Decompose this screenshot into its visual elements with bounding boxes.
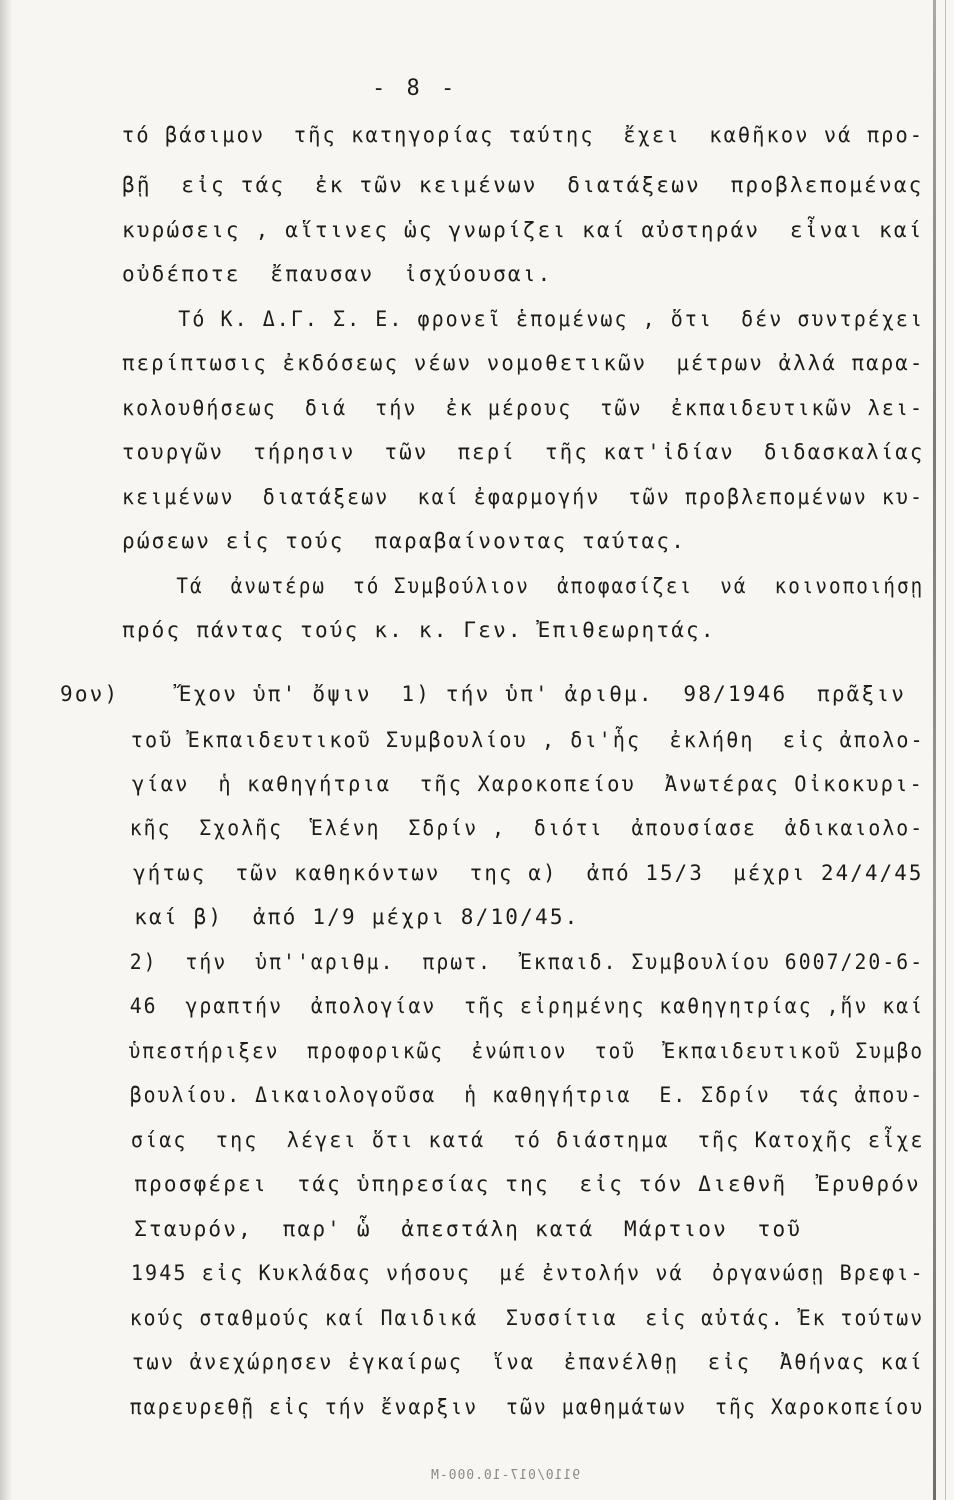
page-right-binding-edge bbox=[933, 0, 936, 1500]
page-number: - 8 - bbox=[372, 76, 459, 101]
text-line: Τό Κ. Δ.Γ. Σ. Ε. φρονεῖ ἑπομένως , ὅτι δέν συντρέχει bbox=[122, 307, 925, 331]
text-line: παρευρεθῇ εἰς τήν ἔναρξιν τῶν μαθημάτων τῆς Χαροκοπείου bbox=[60, 1395, 925, 1419]
text-line: τό βάσιμον τῆς κατηγορίας ταύτης ἔχει καθῆκον νά προ- bbox=[122, 123, 925, 147]
text-line: καί β) ἀπό 1/9 μέχρι 8/10/45. bbox=[60, 905, 580, 929]
text-line: των ἀνεχώρησεν ἐγκαίρως ἵνα ἐπανέλθῃ εἰς Ἀθήνας καί bbox=[60, 1350, 924, 1374]
text-line: γίαν ἡ καθηγήτρια τῆς Χαροκοπείου Ἀνωτέρας Οἰκοκυρι- bbox=[60, 772, 924, 796]
text-line: κυρώσεις , αἵτινες ὡς γνωρίζει καί αὐστηράν εἶναι καί bbox=[122, 218, 924, 242]
text-line: γήτως τῶν καθηκόντων της α) ἀπό 15/3 μέχρι 24/4/45 bbox=[60, 861, 924, 885]
text-line: κούς σταθμούς καί Παιδικά Συσσίτια εἰς αὐτάς. Ἐκ τούτων bbox=[60, 1306, 925, 1330]
text-line: προσφέρει τάς ὑπηρεσίας της εἰς τόν Διεθνῆ Ἐρυθρόν bbox=[60, 1172, 921, 1196]
text-line: 46 γραπτήν ἀπολογίαν τῆς εἰρημένης καθηγητρίας ,ἥν καί bbox=[60, 994, 925, 1018]
text-line: κολουθήσεως διά τήν ἐκ μέρους τῶν ἐκπαιδευτικῶν λει- bbox=[122, 396, 925, 420]
text-line: 9ον) Ἔχον ὑπ' ὄψιν 1) τήν ὑπ' ἀριθμ. 98/1946 πρᾶξιν bbox=[60, 682, 907, 706]
text-line: Σταυρόν, παρ' ὧ ἀπεστάλη κατά Μάρτιον τοῦ bbox=[60, 1217, 803, 1241]
text-line: ὑπεστήριξεν προφορικῶς ἐνώπιον τοῦ Ἐκπαιδευτικοῦ Συμβο bbox=[60, 1039, 925, 1063]
page-left-shadow bbox=[0, 0, 12, 1500]
text-line: βουλίου. Δικαιολογοῦσα ἡ καθηγήτρια Ε. Σδρίν τάς ἀπου- bbox=[60, 1083, 925, 1107]
text-line: 2) τήν ὑπ''αριθμ. πρωτ. Ἐκπαιδ. Συμβουλίου 6007/20-6- bbox=[60, 950, 925, 974]
text-line: Τά ἀνωτέρω τό Συμβούλιον ἀποφασίζει νά κοινοποιήσῃ bbox=[122, 574, 925, 598]
reverse-side-bleed-text: 9110/017-10.000-M bbox=[430, 1468, 581, 1483]
text-line: σίας της λέγει ὅτι κατά τό διάστημα τῆς Κατοχῆς εἶχε bbox=[60, 1128, 925, 1152]
text-line: πρός πάντας τούς κ. κ. Γεν. Ἐπιθεωρητάς. bbox=[122, 618, 716, 642]
text-line: τοῦ Ἐκπαιδευτικοῦ Συμβουλίου , δι'ἧς ἐκλήθη εἰς ἀπολο- bbox=[60, 728, 925, 752]
text-line: περίπτωσις ἐκδόσεως νέων νομοθετικῶν μέτρων ἀλλά παρα- bbox=[122, 351, 925, 375]
text-line: οὐδέποτε ἔπαυσαν ἰσχύουσαι. bbox=[122, 262, 553, 286]
text-line: κειμένων διατάξεων καί ἐφαρμογήν τῶν προβλεπομένων κυ- bbox=[122, 485, 925, 509]
text-line: τουργῶν τήρησιν τῶν περί τῆς κατ'ἰδίαν διδασκαλίας bbox=[122, 440, 925, 464]
text-line: βῇ εἰς τάς ἐκ τῶν κειμένων διατάξεων προβλεπομένας bbox=[122, 173, 924, 197]
text-line: κῆς Σχολῆς Ἑλένη Σδρίν , διότι ἀπουσίασε ἀδικαιολο- bbox=[60, 816, 925, 840]
page-right-edge-line bbox=[945, 0, 946, 1500]
text-line: 1945 εἰς Κυκλάδας νήσους μέ ἐντολήν νά ὀργανώσῃ Βρεφι- bbox=[60, 1261, 925, 1285]
text-line: ρώσεων εἰς τούς παραβαίνοντας ταύτας. bbox=[122, 529, 687, 553]
